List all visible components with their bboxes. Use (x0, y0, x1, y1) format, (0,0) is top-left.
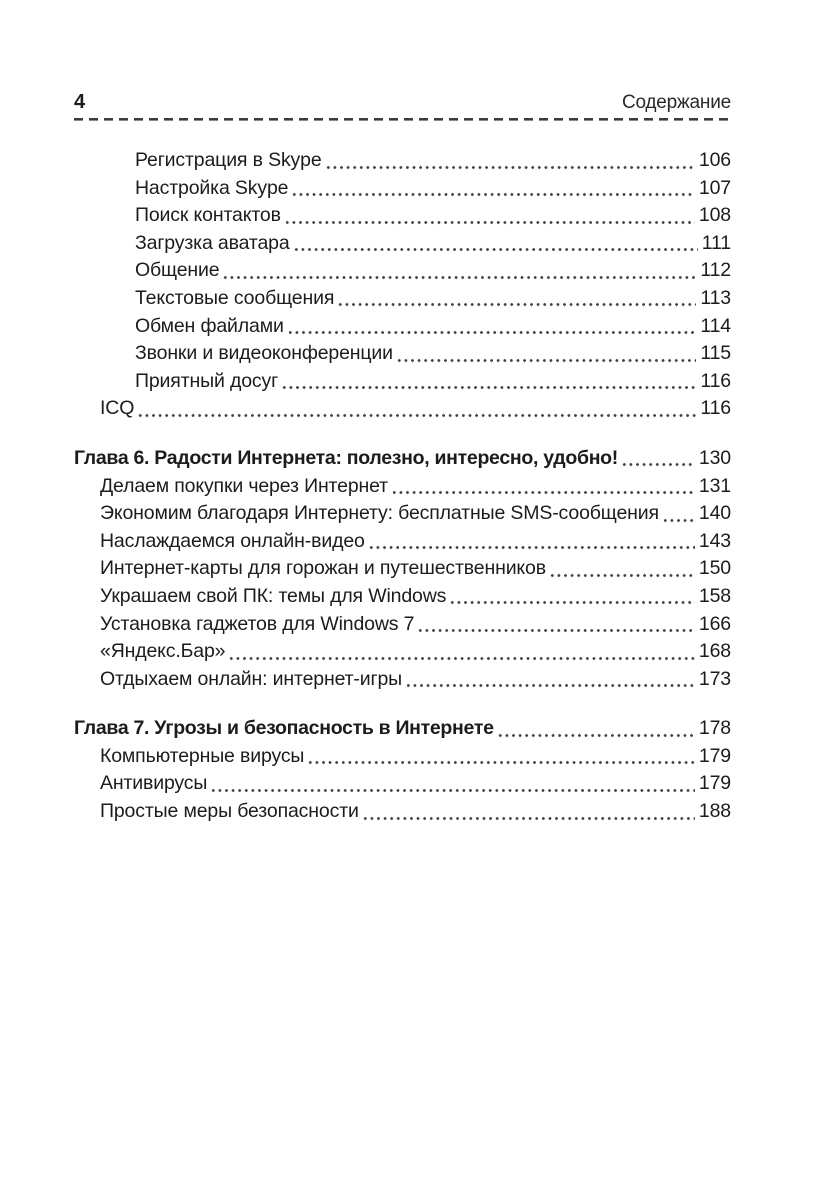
toc-entry-page-number: 140 (698, 502, 731, 525)
toc-entry-label: Украшаем свой ПК: темы для Windows (100, 584, 447, 607)
toc-entry-label: Настройка Skype (135, 176, 289, 199)
header-dashed-rule (74, 118, 731, 121)
toc-entry-page-number: 179 (698, 772, 731, 795)
toc-entry (74, 395, 731, 423)
toc-dotted-leader (228, 638, 695, 666)
toc-entry-page-number: 168 (698, 640, 731, 663)
toc-chapter-entry (74, 715, 731, 743)
toc-entry (74, 770, 731, 798)
toc-entry-label: Звонки и видеоконференции (135, 342, 393, 365)
toc-entry (74, 340, 731, 368)
toc-entry-label: Интернет-карты для горожан и путешественников (100, 557, 546, 580)
toc-entry (74, 583, 731, 611)
toc-dotted-leader (396, 340, 696, 368)
toc-entry (74, 638, 731, 666)
toc-dotted-leader (222, 257, 696, 285)
toc-entry-label: Глава 7. Угрозы и безопасность в Интернете (74, 717, 494, 740)
toc-dotted-leader (449, 583, 695, 611)
toc-entry-page-number: 115 (700, 342, 731, 365)
toc-entry-label: Простые меры безопасности (100, 800, 359, 823)
toc-entry (74, 528, 731, 556)
toc-entry-label: Текстовые сообщения (135, 286, 335, 309)
toc-entry-page-number: 111 (701, 231, 731, 254)
toc-dotted-leader (337, 285, 696, 313)
toc-entry-label: Поиск контактов (135, 204, 281, 227)
toc-entry (74, 798, 731, 826)
toc-entry (74, 473, 731, 501)
toc-entry-page-number: 173 (698, 667, 731, 690)
toc-entry (74, 743, 731, 771)
toc-dotted-leader (137, 395, 696, 423)
toc-entry-label: «Яндекс.Бар» (100, 640, 226, 663)
toc-entry-page-number: 106 (698, 149, 731, 171)
toc-entry-label: Приятный досуг (135, 369, 279, 392)
toc-dotted-leader (497, 715, 695, 743)
toc-entry-label: Отдыхаем онлайн: интернет-игры (100, 667, 403, 690)
toc-entry-page-number: 107 (698, 176, 731, 199)
toc-entry (74, 368, 731, 396)
toc-entry-page-number: 179 (698, 744, 731, 767)
toc-dotted-leader (287, 313, 697, 341)
toc-entry-page-number: 130 (698, 446, 731, 469)
toc-entry (74, 285, 731, 313)
header-title: Содержание (621, 92, 731, 113)
toc-entry-label: Загрузка аватара (135, 231, 290, 254)
toc-entry (74, 202, 731, 230)
toc-entry-page-number: 116 (700, 369, 731, 392)
toc-entry-page-number: 188 (698, 800, 731, 823)
toc-dotted-leader (281, 368, 696, 396)
toc-dotted-leader (368, 528, 695, 556)
toc-dotted-leader (405, 666, 695, 694)
toc-entry-label: Экономим благодаря Интернету: бесплатные SMS-сообщения (100, 502, 659, 525)
toc-entry-label: Регистрация в Skype (135, 149, 322, 171)
toc-entry-label: ICQ (100, 397, 135, 420)
toc-dotted-leader (325, 147, 695, 175)
toc-dotted-leader (362, 798, 695, 826)
toc-entry-page-number: 108 (698, 204, 731, 227)
toc-dotted-leader (621, 445, 695, 473)
toc-entry (74, 175, 731, 203)
toc-dotted-leader (293, 230, 698, 258)
toc-entry-label: Антивирусы (100, 772, 208, 795)
toc-entry (74, 257, 731, 285)
toc-entry (74, 230, 731, 258)
toc-entry (74, 147, 731, 175)
toc-entry-page-number: 116 (700, 397, 731, 420)
toc-entry (74, 500, 731, 528)
toc-entry-label: Наслаждаемся онлайн-видео (100, 529, 365, 552)
toc-dotted-leader (210, 770, 695, 798)
toc-entry (74, 611, 731, 639)
toc-entry-page-number: 113 (700, 286, 731, 309)
toc-entry-label: Компьютерные вирусы (100, 744, 305, 767)
toc-entry (74, 313, 731, 341)
toc-dotted-leader (662, 500, 695, 528)
toc-entry-label: Обмен файлами (135, 314, 284, 337)
toc-entry (74, 666, 731, 694)
toc-entry-page-number: 166 (698, 612, 731, 635)
toc-entry-page-number: 158 (698, 584, 731, 607)
toc-entry-page-number: 112 (700, 259, 731, 282)
toc-dotted-leader (417, 611, 695, 639)
toc-entry-label: Глава 6. Радости Интернета: полезно, интересно, удобно! (74, 446, 618, 469)
toc-dotted-leader (549, 555, 695, 583)
toc-entry-label: Делаем покупки через Интернет (100, 474, 388, 497)
toc-entry-page-number: 150 (698, 557, 731, 580)
page-number: 4 (74, 91, 86, 113)
table-of-contents (74, 147, 731, 826)
toc-entry-label: Установка гаджетов для Windows 7 (100, 612, 415, 635)
toc-entry-page-number: 143 (698, 529, 731, 552)
toc-entry-page-number: 131 (698, 474, 731, 497)
toc-entry-label: Общение (135, 259, 220, 282)
toc-entry (74, 555, 731, 583)
toc-dotted-leader (391, 473, 695, 501)
toc-entry-page-number: 178 (698, 717, 731, 740)
toc-entry-page-number: 114 (700, 314, 731, 337)
toc-dotted-leader (291, 175, 695, 203)
toc-dotted-leader (284, 202, 695, 230)
toc-chapter-entry (74, 445, 731, 473)
running-header (74, 92, 731, 113)
toc-dotted-leader (307, 743, 695, 771)
